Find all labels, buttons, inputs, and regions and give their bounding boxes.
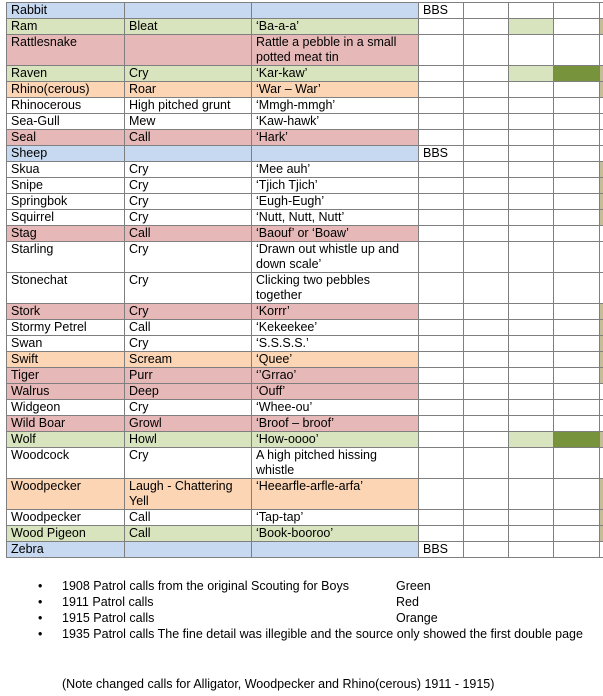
year-mark-cell [600,384,603,400]
year-mark-cell [464,3,509,19]
year-mark-cell [554,130,600,146]
call-type-cell: Cry [125,448,252,479]
call-type-cell [125,3,252,19]
year-mark-cell [600,98,603,114]
year-mark-cell [509,226,554,242]
year-mark-cell [509,130,554,146]
year-mark-cell [554,304,600,320]
animal-cell: Rattlesnake [7,35,125,66]
year-mark-cell [509,66,554,82]
table-row [7,368,603,384]
source-cell [419,273,464,304]
year-mark-cell [554,210,600,226]
animal-cell: Tiger [7,368,125,384]
call-type-cell: Mew [125,114,252,130]
year-mark-cell [464,448,509,479]
table-row [7,479,603,510]
year-mark-cell [554,336,600,352]
call-type-cell: Roar [125,82,252,98]
call-type-cell: Cry [125,400,252,416]
legend-notes [0,578,603,642]
year-mark-cell [509,368,554,384]
year-mark-cell [509,210,554,226]
animal-cell: Sheep [7,146,125,162]
legend-text: 1935 Patrol calls The fine detail was illegible and the source only showed the first double page [62,627,583,641]
year-mark-cell [600,66,603,82]
year-mark-cell [554,162,600,178]
year-mark-cell [464,226,509,242]
source-cell [419,526,464,542]
table-row [7,130,603,146]
year-mark-cell [464,526,509,542]
call-type-cell: High pitched grunt [125,98,252,114]
animal-cell: Walrus [7,384,125,400]
source-cell [419,304,464,320]
year-mark-cell [600,3,603,19]
year-mark-cell [600,226,603,242]
year-mark-cell [464,542,509,558]
year-mark-cell [464,210,509,226]
call-cell: ‘Drawn out whistle up and down scale’ [252,242,419,273]
year-mark-cell [554,114,600,130]
year-mark-cell [600,210,603,226]
year-mark-cell [600,194,603,210]
call-type-cell [125,35,252,66]
year-mark-cell [464,162,509,178]
call-type-cell: Scream [125,352,252,368]
year-mark-cell [464,304,509,320]
year-mark-cell [554,479,600,510]
year-mark-cell [509,242,554,273]
year-mark-cell [554,146,600,162]
animal-cell: Stormy Petrel [7,320,125,336]
table-row [7,66,603,82]
table-row [7,19,603,35]
legend-text: 1915 Patrol calls [62,611,155,625]
year-mark-cell [464,146,509,162]
source-cell: BBS [419,3,464,19]
call-type-cell [125,542,252,558]
call-cell: ‘How-oooo’ [252,432,419,448]
year-mark-cell [554,400,600,416]
year-mark-cell [464,320,509,336]
animal-cell: Wood Pigeon [7,526,125,542]
legend-colour: Orange [396,611,438,625]
call-cell: ‘Mmgh-mmgh’ [252,98,419,114]
year-mark-cell [464,114,509,130]
call-cell: ‘Mee auh’ [252,162,419,178]
year-mark-cell [554,19,600,35]
year-mark-cell [600,416,603,432]
table-row [7,352,603,368]
source-cell [419,114,464,130]
year-mark-cell [600,336,603,352]
source-cell [419,194,464,210]
animal-cell: Wolf [7,432,125,448]
source-cell [419,320,464,336]
source-cell [419,210,464,226]
call-cell: ‘S.S.S.S.’ [252,336,419,352]
animal-cell: Skua [7,162,125,178]
animal-cell: Swift [7,352,125,368]
table-row [7,542,603,558]
year-mark-cell [554,510,600,526]
year-mark-cell [554,178,600,194]
call-cell: ‘Korrr’ [252,304,419,320]
call-type-cell: Cry [125,242,252,273]
legend-item [0,578,603,594]
call-cell: ‘Eugh-Eugh’ [252,194,419,210]
call-type-cell: Cry [125,210,252,226]
year-mark-cell [600,479,603,510]
table-row [7,448,603,479]
call-type-cell: Call [125,320,252,336]
table-row [7,178,603,194]
year-mark-cell [464,273,509,304]
year-mark-cell [509,526,554,542]
source-cell [419,368,464,384]
year-mark-cell [600,400,603,416]
call-type-cell: Bleat [125,19,252,35]
year-mark-cell [464,130,509,146]
call-type-cell [125,146,252,162]
call-cell [252,146,419,162]
animal-cell: Squirrel [7,210,125,226]
year-mark-cell [600,352,603,368]
year-mark-cell [464,384,509,400]
year-mark-cell [464,35,509,66]
source-cell [419,226,464,242]
year-mark-cell [509,3,554,19]
call-cell: ‘Broof – broof’ [252,416,419,432]
year-mark-cell [554,352,600,368]
source-cell [419,162,464,178]
legend-item [0,610,603,626]
animal-cell: Raven [7,66,125,82]
call-cell: ‘War – War’ [252,82,419,98]
call-cell: ‘Tjich Tjich’ [252,178,419,194]
year-mark-cell [509,82,554,98]
year-mark-cell [509,98,554,114]
year-mark-cell [509,542,554,558]
year-mark-cell [509,146,554,162]
call-cell: Rattle a pebble in a small potted meat tin [252,35,419,66]
source-cell [419,19,464,35]
animal-cell: Swan [7,336,125,352]
animal-cell: Rabbit [7,3,125,19]
table-row [7,320,603,336]
source-cell [419,82,464,98]
year-mark-cell [600,146,603,162]
year-mark-cell [554,416,600,432]
source-cell [419,130,464,146]
call-type-cell: Purr [125,368,252,384]
animal-cell: Seal [7,130,125,146]
call-type-cell: Cry [125,273,252,304]
year-mark-cell [554,242,600,273]
call-cell: ‘Kekeekee’ [252,320,419,336]
call-type-cell: Growl [125,416,252,432]
animal-cell: Stork [7,304,125,320]
call-type-cell: Cry [125,66,252,82]
call-cell: ‘’Grrao’ [252,368,419,384]
call-cell: ‘Whee-ou’ [252,400,419,416]
year-mark-cell [554,448,600,479]
bullet-icon: • [38,627,43,641]
table-row [7,400,603,416]
year-mark-cell [464,178,509,194]
legend-item [0,594,603,610]
call-type-cell: Cry [125,336,252,352]
call-type-cell: Cry [125,178,252,194]
year-mark-cell [600,368,603,384]
year-mark-cell [600,432,603,448]
table-row [7,384,603,400]
call-cell [252,3,419,19]
table-row [7,336,603,352]
call-cell: Clicking two pebbles together [252,273,419,304]
year-mark-cell [600,320,603,336]
year-mark-cell [600,130,603,146]
year-mark-cell [509,19,554,35]
year-mark-cell [509,352,554,368]
call-type-cell: Call [125,226,252,242]
year-mark-cell [464,368,509,384]
year-mark-cell [600,114,603,130]
year-mark-cell [600,304,603,320]
table-row [7,210,603,226]
year-mark-cell [600,242,603,273]
table-row [7,226,603,242]
year-mark-cell [464,400,509,416]
bullet-icon: • [38,595,43,609]
call-type-cell: Laugh - Chattering Yell [125,479,252,510]
legend-text: 1911 Patrol calls [62,595,154,609]
table-row [7,114,603,130]
year-mark-cell [509,178,554,194]
source-cell [419,432,464,448]
call-cell: A high pitched hissing whistle [252,448,419,479]
table-row [7,35,603,66]
year-mark-cell [464,98,509,114]
source-cell [419,66,464,82]
call-cell: ‘Tap-tap’ [252,510,419,526]
source-cell [419,352,464,368]
call-type-cell: Cry [125,304,252,320]
animal-cell: Rhinocerous [7,98,125,114]
bullet-icon: • [38,579,43,593]
table-row [7,82,603,98]
source-cell [419,98,464,114]
year-mark-cell [464,479,509,510]
animal-cell: Starling [7,242,125,273]
animal-cell: Springbok [7,194,125,210]
source-cell [419,35,464,66]
table-row [7,526,603,542]
table-row [7,416,603,432]
year-mark-cell [600,82,603,98]
table-row [7,98,603,114]
year-mark-cell [600,526,603,542]
call-cell: ‘Ba-a-a’ [252,19,419,35]
call-type-cell: Cry [125,162,252,178]
legend-colour: Green [396,579,431,593]
year-mark-cell [600,542,603,558]
animal-cell: Wild Boar [7,416,125,432]
call-cell: ‘Hark’ [252,130,419,146]
call-cell: ‘Quee’ [252,352,419,368]
call-type-cell: Call [125,130,252,146]
year-mark-cell [509,304,554,320]
table-row [7,162,603,178]
year-mark-cell [509,416,554,432]
call-cell: ‘Book-booroo’ [252,526,419,542]
year-mark-cell [600,162,603,178]
year-mark-cell [554,368,600,384]
animal-cell: Sea-Gull [7,114,125,130]
call-type-cell: Call [125,510,252,526]
year-mark-cell [554,82,600,98]
year-mark-cell [600,510,603,526]
call-cell: ‘Kaw-hawk’ [252,114,419,130]
year-mark-cell [464,242,509,273]
source-cell [419,384,464,400]
year-mark-cell [554,526,600,542]
table-row [7,3,603,19]
animal-cell: Woodpecker [7,479,125,510]
year-mark-cell [509,273,554,304]
year-mark-cell [509,194,554,210]
source-cell [419,448,464,479]
footnote: (Note changed calls for Alligator, Woodpecker and Rhino(cerous) 1911 - 1915) [62,677,495,691]
animal-cell: Widgeon [7,400,125,416]
year-mark-cell [554,66,600,82]
animal-cell: Ram [7,19,125,35]
year-mark-cell [509,336,554,352]
source-cell: BBS [419,146,464,162]
year-mark-cell [554,194,600,210]
year-mark-cell [554,226,600,242]
year-mark-cell [554,320,600,336]
legend-text: 1908 Patrol calls from the original Scouting for Boys [62,579,349,593]
call-cell: ‘Nutt, Nutt, Nutt’ [252,210,419,226]
year-mark-cell [464,432,509,448]
call-type-cell: Call [125,526,252,542]
bullet-icon: • [38,611,43,625]
call-type-cell: Cry [125,194,252,210]
patrol-calls-table [6,2,603,558]
table-row [7,242,603,273]
legend-item [0,626,603,642]
year-mark-cell [554,273,600,304]
call-type-cell: Howl [125,432,252,448]
year-mark-cell [464,194,509,210]
year-mark-cell [600,448,603,479]
source-cell [419,479,464,510]
source-cell: BBS [419,542,464,558]
animal-cell: Snipe [7,178,125,194]
year-mark-cell [554,542,600,558]
year-mark-cell [554,432,600,448]
table-row [7,273,603,304]
year-mark-cell [464,336,509,352]
year-mark-cell [554,384,600,400]
year-mark-cell [464,510,509,526]
year-mark-cell [600,178,603,194]
year-mark-cell [509,320,554,336]
year-mark-cell [509,510,554,526]
call-cell [252,542,419,558]
year-mark-cell [554,98,600,114]
call-type-cell: Deep [125,384,252,400]
animal-cell: Woodcock [7,448,125,479]
source-cell [419,178,464,194]
animal-cell: Rhino(cerous) [7,82,125,98]
source-cell [419,336,464,352]
year-mark-cell [509,384,554,400]
year-mark-cell [464,416,509,432]
legend-colour: Red [396,595,419,609]
call-cell: ‘Heearfle-arfle-arfa’ [252,479,419,510]
year-mark-cell [509,162,554,178]
year-mark-cell [509,432,554,448]
animal-cell: Zebra [7,542,125,558]
call-cell: ‘Ouff’ [252,384,419,400]
year-mark-cell [509,400,554,416]
year-mark-cell [509,35,554,66]
table-row [7,432,603,448]
source-cell [419,400,464,416]
table-row [7,146,603,162]
animal-cell: Stonechat [7,273,125,304]
animal-cell: Woodpecker [7,510,125,526]
year-mark-cell [464,82,509,98]
source-cell [419,510,464,526]
source-cell [419,416,464,432]
year-mark-cell [464,352,509,368]
year-mark-cell [600,35,603,66]
source-cell [419,242,464,273]
call-cell: ‘Kar-kaw’ [252,66,419,82]
table-row [7,304,603,320]
year-mark-cell [464,66,509,82]
year-mark-cell [600,19,603,35]
year-mark-cell [509,114,554,130]
year-mark-cell [600,273,603,304]
table-row [7,510,603,526]
year-mark-cell [464,19,509,35]
animal-cell: Stag [7,226,125,242]
table-row [7,194,603,210]
year-mark-cell [554,3,600,19]
year-mark-cell [554,35,600,66]
call-cell: ‘Baouf’ or ‘Boaw’ [252,226,419,242]
year-mark-cell [509,479,554,510]
year-mark-cell [509,448,554,479]
